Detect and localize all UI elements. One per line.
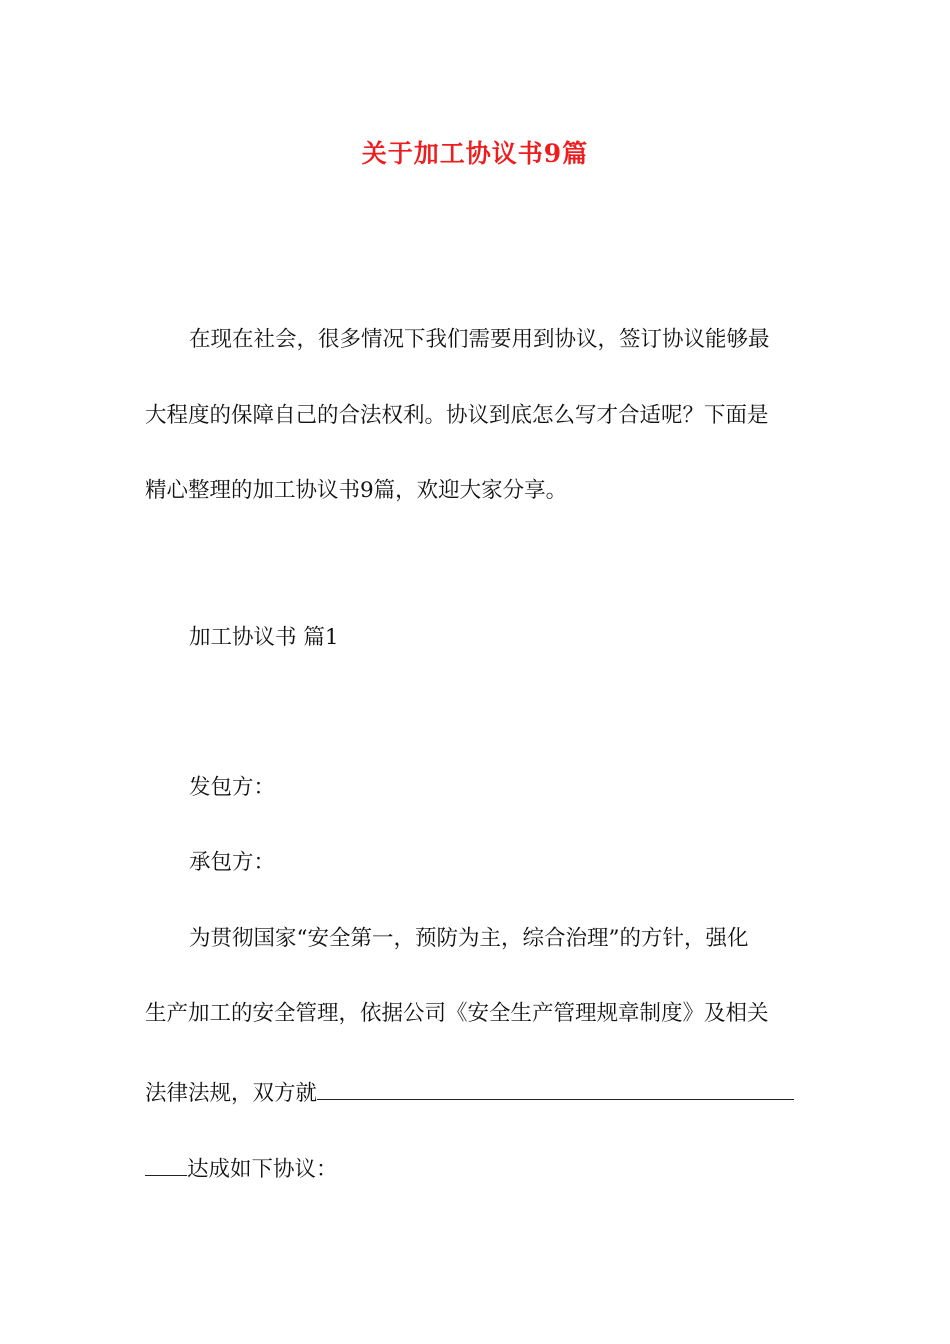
body-line-3 [145, 1075, 810, 1109]
intro-line-1: 在现在社会，很多情况下我们需要用到协议，签订协议能够最 [189, 327, 770, 352]
intro-line-2: 大程度的保障自己的合法权利。协议到底怎么写才合适呢？下面是 [145, 403, 769, 428]
body-line-3-text: 法律法规，双方就 [145, 1081, 318, 1106]
intro-line-3: 精心整理的加工协议书9篇，欢迎大家分享。 [145, 478, 568, 503]
document-title: 关于加工协议书9篇 [361, 139, 589, 168]
body-line-4-text: 达成如下协议： [187, 1157, 338, 1182]
section-heading: 加工协议书 篇1 [189, 625, 339, 650]
party-b-label: 承包方： [189, 850, 276, 875]
party-a-label: 发包方： [189, 775, 276, 800]
body-line-2: 生产加工的安全管理，依据公司《安全生产管理规章制度》及相关 [145, 1001, 769, 1026]
fill-in-blank-short [145, 1151, 187, 1176]
body-line-4 [145, 1151, 810, 1185]
body-line-1: 为贯彻国家“安全第一，预防为主，综合治理”的方针，强化 [189, 926, 749, 951]
fill-in-blank [317, 1075, 794, 1100]
